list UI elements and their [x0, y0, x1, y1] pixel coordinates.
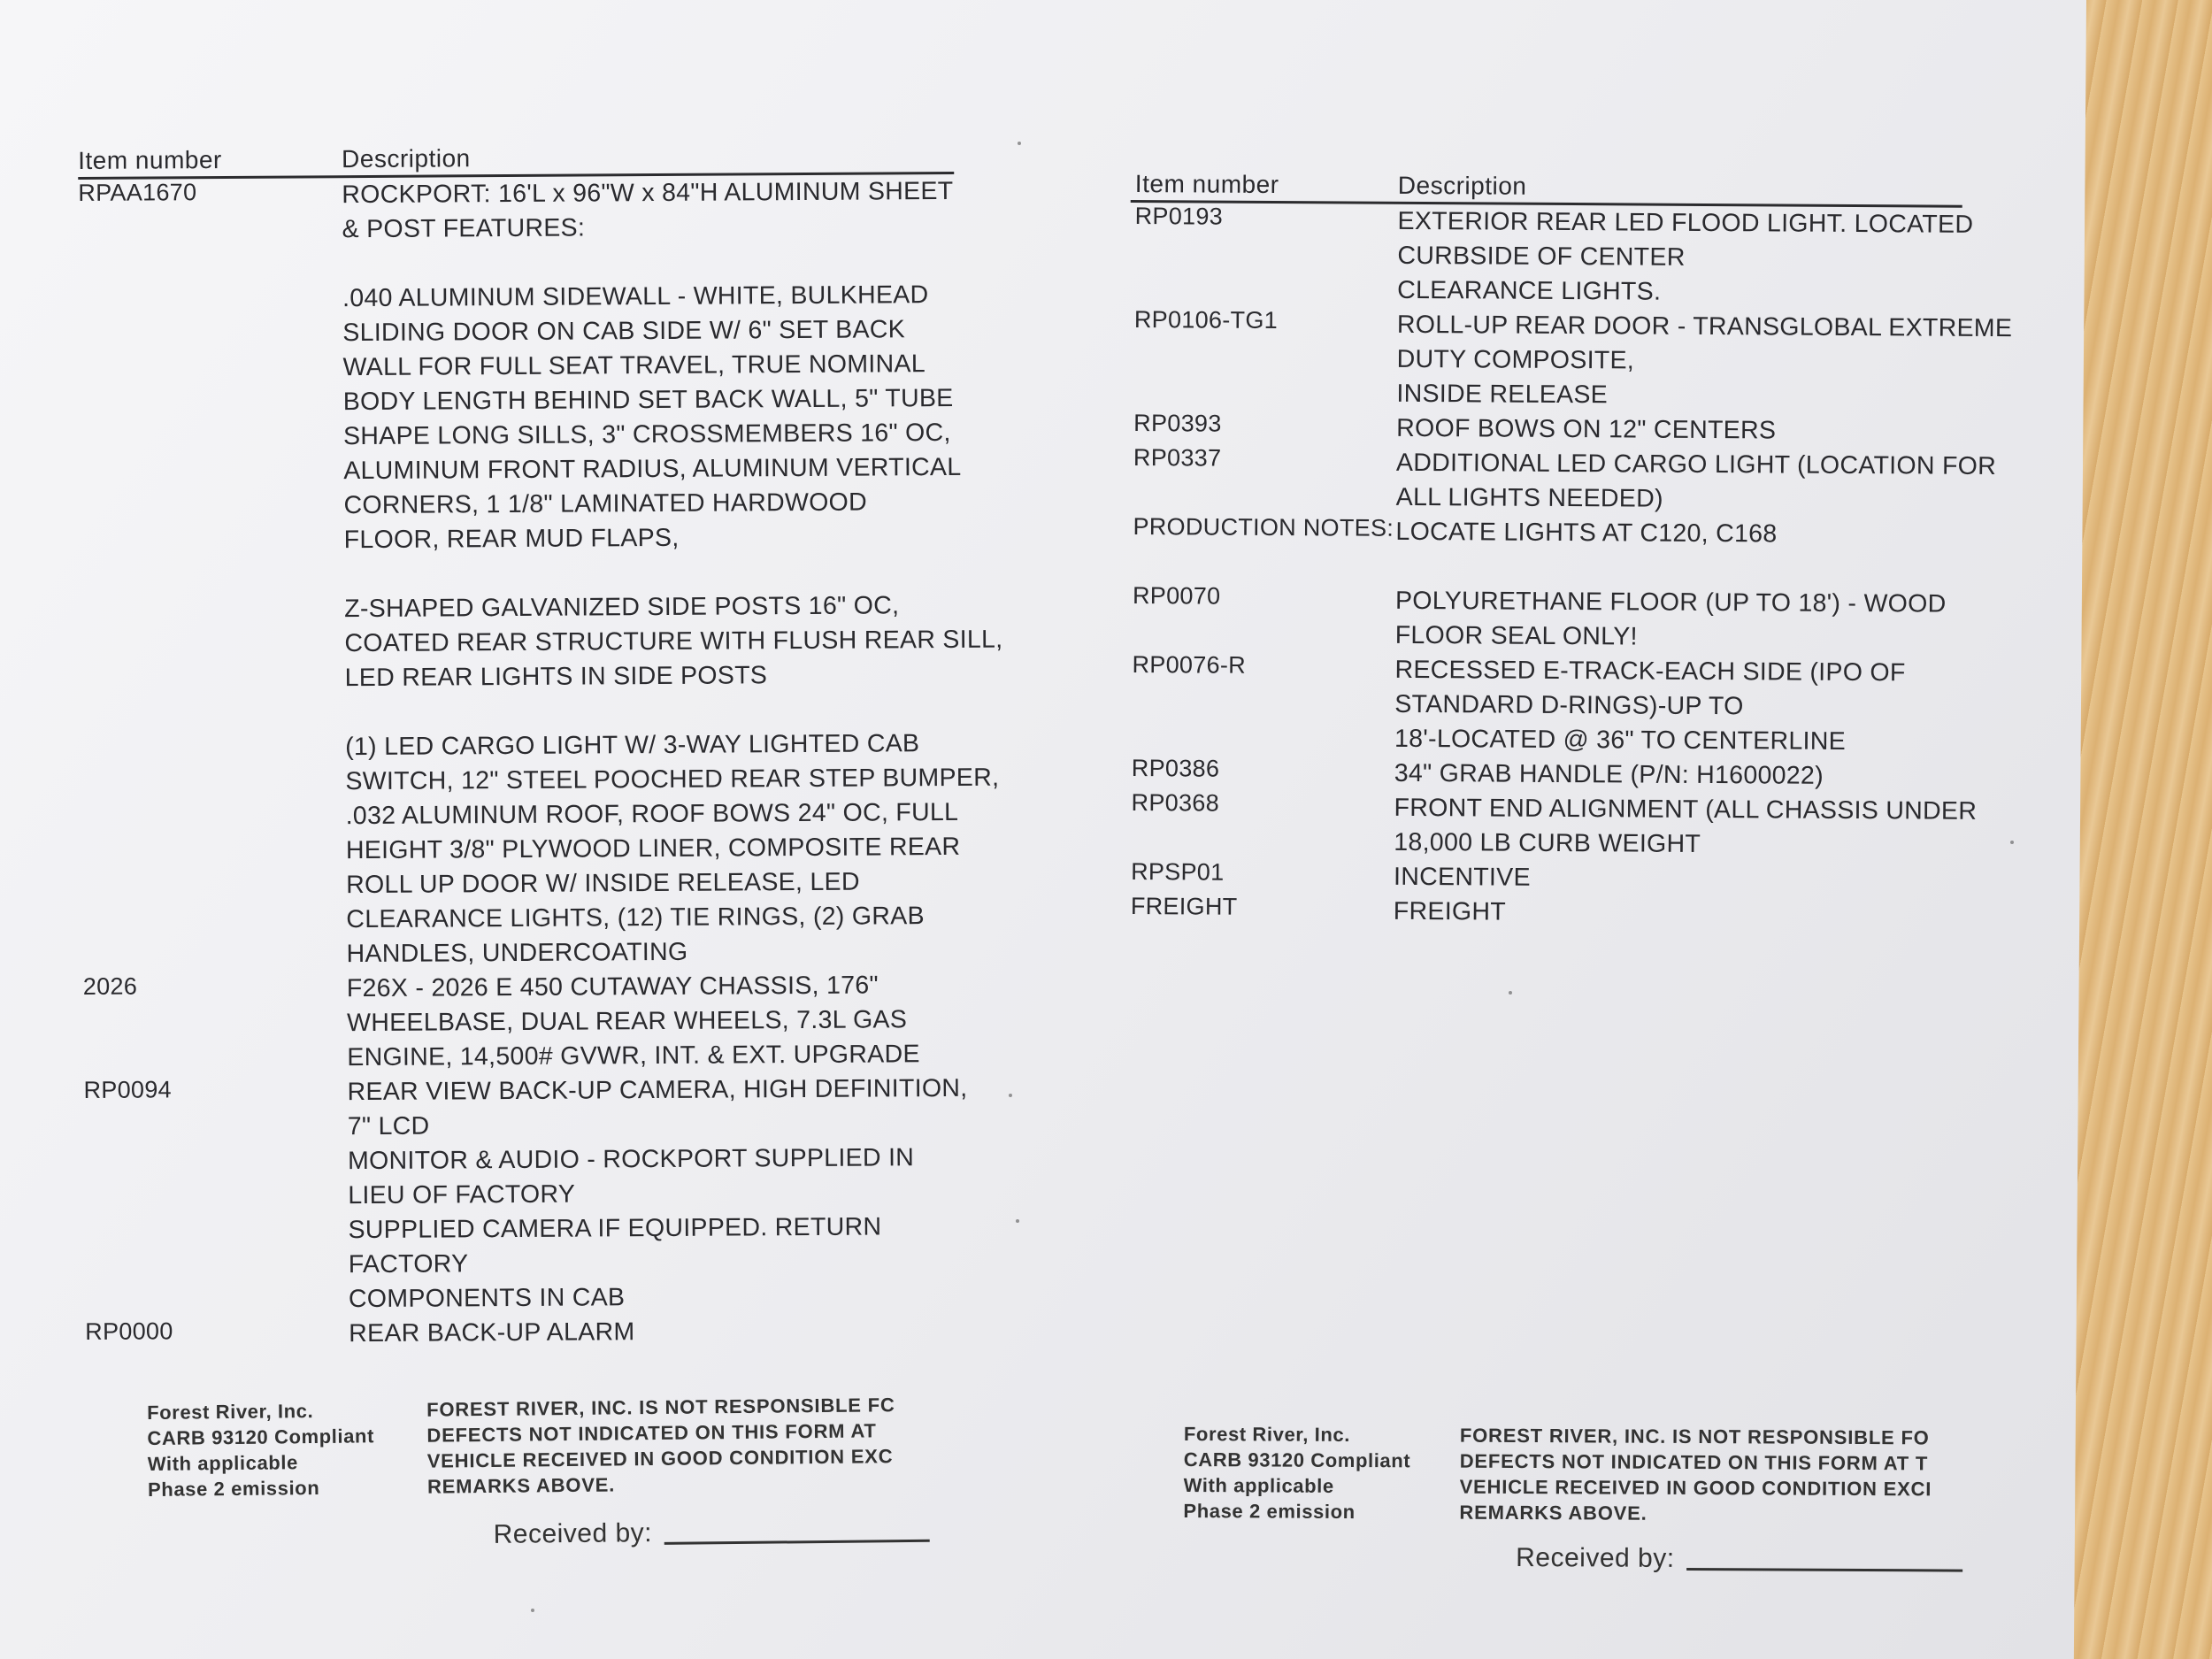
- right-table-header: [1131, 165, 1962, 208]
- description-line: REAR BACK-UP ALARM: [349, 1317, 635, 1348]
- item-number-header: Item number: [1134, 170, 1279, 199]
- item-number: RP0386: [1131, 755, 1220, 782]
- description-line: ROCKPORT: 16'L x 96"W x 84"H ALUMINUM SHEET: [342, 176, 954, 210]
- footer-line: With applicable: [147, 1451, 299, 1475]
- item-description: [1397, 204, 1974, 311]
- signature-line: [1687, 1568, 1963, 1572]
- description-line: FACTORY: [348, 1249, 469, 1279]
- table-row: [1128, 513, 1960, 588]
- description-line: COATED REAR STRUCTURE WITH FLUSH REAR SILL,: [344, 625, 1003, 658]
- description-line: WALL FOR FULL SEAT TRAVEL, TRUE NOMINAL: [342, 349, 926, 382]
- received-by-label: Received by:: [1516, 1542, 1675, 1573]
- item-description: [1396, 308, 2013, 415]
- item-number: RP0070: [1132, 582, 1221, 610]
- item-number: RP0106-TG1: [1133, 306, 1279, 334]
- footer-line: Phase 2 emission: [147, 1476, 320, 1501]
- carb-compliance-note: [147, 1397, 413, 1502]
- description-line: 7" LCD: [347, 1111, 430, 1141]
- speck: [2010, 841, 2014, 844]
- description-header: Description: [1397, 171, 1527, 200]
- footer-line: Phase 2 emission: [1183, 1499, 1356, 1524]
- description-line: SUPPLIED CAMERA IF EQUIPPED. RETURN: [348, 1212, 882, 1245]
- item-description: [1394, 895, 1958, 933]
- description-line: INSIDE RELEASE: [1396, 379, 1609, 410]
- left-table-header: [78, 136, 954, 180]
- item-number: RP0193: [1134, 203, 1224, 230]
- item-number: RP0368: [1131, 789, 1220, 817]
- footer-line: REMARKS ABOVE.: [426, 1473, 616, 1498]
- item-description: [347, 1071, 968, 1317]
- table-row: [1126, 893, 1958, 933]
- description-line: WHEELBASE, DUAL REAR WHEELS, 7.3L GAS: [346, 1005, 908, 1038]
- item-number: RPAA1670: [78, 179, 197, 206]
- description-header: Description: [342, 144, 471, 173]
- paragraph-gap: [345, 692, 957, 730]
- description-line: F26X - 2026 E 450 CUTAWAY CHASSIS, 176": [346, 971, 879, 1003]
- description-line: COMPONENTS IN CAB: [348, 1283, 626, 1314]
- footer-line: VEHICLE RECEIVED IN GOOD CONDITION EXC: [426, 1445, 894, 1472]
- item-number: RPSP01: [1131, 858, 1225, 886]
- table-row: [1130, 203, 1974, 311]
- item-number: RP0076-R: [1132, 651, 1247, 679]
- signature-line: [664, 1540, 930, 1545]
- description-line: ROLL-UP REAR DOOR - TRANSGLOBAL EXTREME: [1396, 310, 2013, 343]
- item-description: [347, 968, 960, 1075]
- description-line: 34" GRAB HANDLE (P/N: H1600022): [1394, 758, 1824, 790]
- description-line: EXTERIOR REAR LED FLOOD LIGHT. LOCATED: [1397, 206, 1974, 239]
- right-item-table: [1126, 165, 2013, 933]
- table-row: [1129, 444, 1997, 518]
- item-number-header: Item number: [78, 146, 222, 174]
- paragraph-gap: [344, 554, 956, 592]
- item-number: PRODUCTION NOTES:: [1133, 513, 1394, 541]
- description-line: FREIGHT: [1393, 896, 1507, 926]
- description-line: CORNERS, 1 1/8" LAMINATED HARDWOOD: [343, 488, 868, 520]
- table-row: [1129, 410, 1961, 449]
- description-line: ADDITIONAL LED CARGO LIGHT (LOCATION FOR: [1395, 448, 1997, 480]
- description-line: LED REAR LIGHTS IN SIDE POSTS: [344, 661, 768, 693]
- table-row: [78, 174, 1003, 973]
- footer-line: CARB 93120 Compliant: [1183, 1448, 1411, 1472]
- description-line: POLYURETHANE FLOOR (UP TO 18') - WOOD: [1394, 586, 1947, 618]
- description-line: STANDARD D-RINGS)-UP TO: [1394, 689, 1744, 721]
- description-line: DUTY COMPOSITE,: [1396, 344, 1635, 375]
- description-line: HEIGHT 3/8" PLYWOOD LINER, COMPOSITE REAR: [345, 832, 961, 865]
- description-line: CLEARANCE LIGHTS, (12) TIE RINGS, (2) GRAB: [346, 902, 925, 934]
- table-row: [1127, 651, 1960, 760]
- footer-line: VEHICLE RECEIVED IN GOOD CONDITION EXCI: [1459, 1475, 1932, 1501]
- table-row: [1126, 789, 1978, 864]
- table-row: [1128, 582, 1960, 657]
- speck: [1018, 142, 1021, 145]
- description-line: 18'-LOCATED @ 36" TO CENTERLINE: [1394, 724, 1847, 756]
- item-number: RP0393: [1133, 410, 1222, 437]
- carb-compliance-note: [1183, 1421, 1449, 1525]
- description-line: SLIDING DOOR ON CAB SIDE W/ 6" SET BACK: [342, 315, 906, 348]
- footer-line: REMARKS ABOVE.: [1459, 1501, 1647, 1525]
- description-line: CURBSIDE OF CENTER: [1397, 241, 1686, 272]
- speck: [531, 1609, 534, 1612]
- description-line: BODY LENGTH BEHIND SET BACK WALL, 5" TUBE: [342, 383, 954, 417]
- speck: [1509, 991, 1512, 995]
- paragraph-gap: [1395, 549, 1960, 588]
- item-number: FREIGHT: [1130, 893, 1238, 920]
- table-row: [1129, 306, 2013, 415]
- received-by-field: [493, 1516, 930, 1550]
- table-row: [1127, 755, 1959, 795]
- item-number: RP0000: [85, 1317, 173, 1345]
- footer-line: CARB 93120 Compliant: [147, 1425, 375, 1449]
- item-description: [1395, 515, 1960, 588]
- item-description: [1395, 584, 1960, 657]
- description-line: SWITCH, 12" STEEL POOCHED REAR STEP BUMPER,: [345, 763, 1000, 796]
- received-by-field: [1516, 1543, 1963, 1576]
- left-table-body: [78, 174, 1003, 1353]
- description-line: FLOOR SEAL ONLY!: [1394, 620, 1638, 651]
- item-number: RP0094: [83, 1076, 173, 1103]
- table-row: [1126, 858, 1958, 898]
- item-description: [1394, 791, 1978, 864]
- table-row: [83, 1071, 968, 1318]
- description-line: .040 ALUMINUM SIDEWALL - WHITE, BULKHEAD: [342, 280, 929, 313]
- item-description: [349, 1313, 961, 1351]
- description-line: ROOF BOWS ON 12" CENTERS: [1396, 413, 1777, 445]
- paragraph-gap: [342, 243, 955, 281]
- description-line: .032 ALUMINUM ROOF, ROOF BOWS 24" OC, FULL: [345, 797, 959, 831]
- item-description: [1394, 860, 1958, 898]
- item-description: [1394, 757, 1959, 795]
- description-line: SHAPE LONG SILLS, 3" CROSSMEMBERS 16" OC,: [342, 418, 951, 451]
- description-line: Z-SHAPED GALVANIZED SIDE POSTS 16" OC,: [344, 591, 900, 624]
- description-line: FLOOR, REAR MUD FLAPS,: [343, 523, 680, 555]
- description-line: CLEARANCE LIGHTS.: [1397, 275, 1662, 306]
- item-description: [1394, 653, 1960, 760]
- footer-line: DEFECTS NOT INDICATED ON THIS FORM AT T: [1459, 1449, 1929, 1475]
- description-line: & POST FEATURES:: [342, 213, 586, 244]
- description-line: FRONT END ALIGNMENT (ALL CHASSIS UNDER: [1394, 793, 1978, 826]
- description-line: INCENTIVE: [1393, 862, 1531, 892]
- item-description: [1395, 446, 1997, 518]
- item-description: [342, 174, 1003, 972]
- description-line: ALL LIGHTS NEEDED): [1395, 482, 1663, 513]
- table-row: [85, 1313, 961, 1353]
- description-line: ROLL UP DOOR W/ INSIDE RELEASE, LED: [346, 867, 860, 900]
- description-line: HANDLES, UNDERCOATING: [346, 937, 688, 969]
- desk-surface: [2070, 0, 2212, 1659]
- description-line: ALUMINUM FRONT RADIUS, ALUMINUM VERTICAL: [343, 452, 962, 486]
- footer-line: Forest River, Inc.: [147, 1400, 314, 1424]
- footer-line: FOREST RIVER, INC. IS NOT RESPONSIBLE FC: [426, 1394, 895, 1421]
- footer-line: DEFECTS NOT INDICATED ON THIS FORM AT: [426, 1419, 877, 1447]
- right-table-body: [1126, 203, 2013, 933]
- description-line: MONITOR & AUDIO - ROCKPORT SUPPLIED IN: [347, 1143, 915, 1176]
- item-number: RP0337: [1133, 444, 1222, 472]
- footer-line: FOREST RIVER, INC. IS NOT RESPONSIBLE FO: [1459, 1424, 1930, 1449]
- footer-line: Forest River, Inc.: [1183, 1423, 1351, 1446]
- left-item-table: [78, 136, 1003, 1353]
- item-number: 2026: [82, 972, 138, 1000]
- description-line: ENGINE, 14,500# GVWR, INT. & EXT. UPGRADE: [347, 1040, 920, 1072]
- received-by-label: Received by:: [493, 1518, 653, 1549]
- speck: [1009, 1094, 1012, 1097]
- table-row: [83, 968, 960, 1077]
- footer-line: With applicable: [1183, 1473, 1334, 1497]
- description-line: LOCATE LIGHTS AT C120, C168: [1395, 517, 1778, 549]
- description-line: RECESSED E-TRACK-EACH SIDE (IPO OF: [1394, 655, 1906, 687]
- liability-disclaimer: [426, 1392, 932, 1500]
- description-line: REAR VIEW BACK-UP CAMERA, HIGH DEFINITION,: [347, 1073, 968, 1107]
- liability-disclaimer: [1459, 1423, 1955, 1528]
- speck: [1016, 1219, 1019, 1223]
- description-line: (1) LED CARGO LIGHT W/ 3-WAY LIGHTED CAB: [345, 729, 920, 762]
- description-line: LIEU OF FACTORY: [348, 1179, 576, 1210]
- description-line: 18,000 LB CURB WEIGHT: [1394, 827, 1701, 858]
- item-description: [1396, 411, 1961, 449]
